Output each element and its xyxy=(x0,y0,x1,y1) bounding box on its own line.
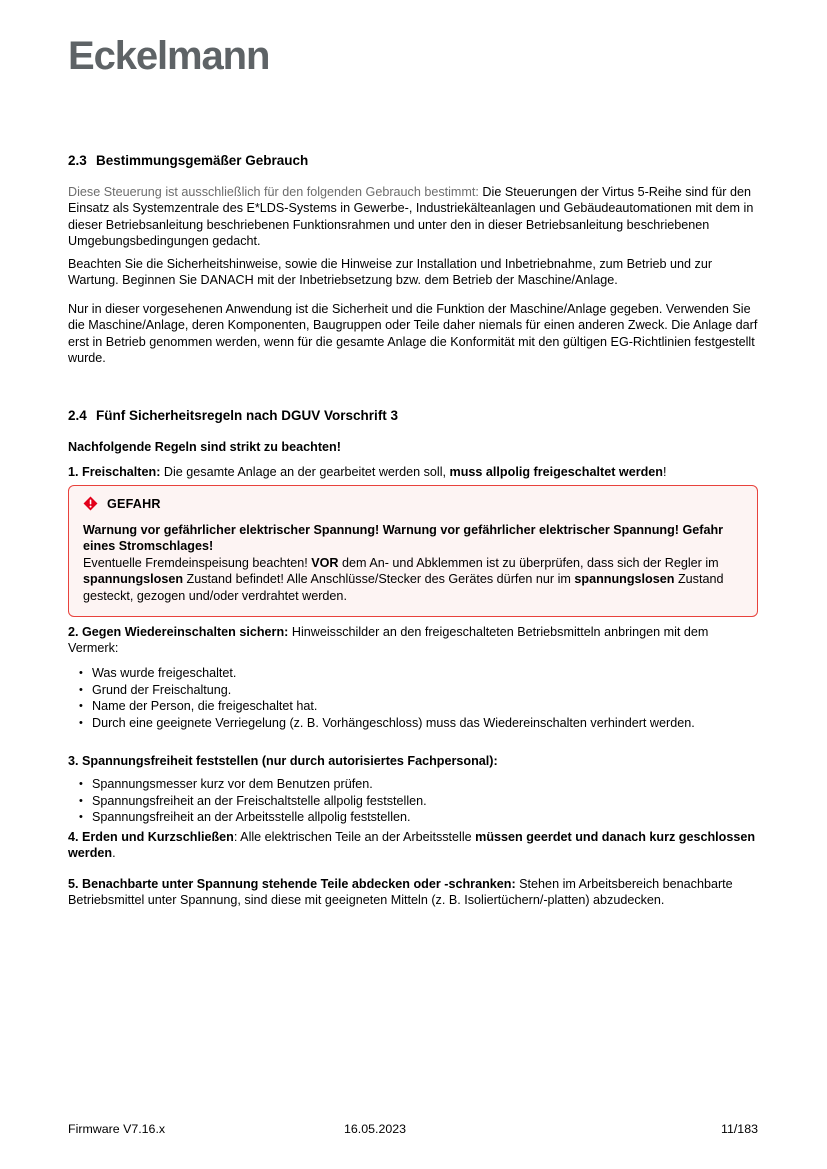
list-item-text: Was wurde freigeschaltet. xyxy=(92,666,237,680)
section-2-3-paragraph-3 xyxy=(68,301,758,367)
list-item-text: Spannungsfreiheit an der Arbeitsstelle allpolig feststellen. xyxy=(92,810,411,825)
paragraph-3-text: Nur in dieser vorgesehenen Anwendung ist die Sicherheit und die Funktion der Maschine/Anlage gegeben. Verwenden Sie die Maschine/Anlage, deren Komponenten, Baugruppen oder Teile daher niemals für einen anderen Zweck. Die Anlage darf erst in Betrieb genommen werden, wenn für die gesamte Anlage die Konformität mit den gültigen EG-Richtlinien festgestellt wurde. xyxy=(68,302,758,366)
rule-2-text: Hinweisschilder an den freigeschalteten Betriebsmitteln anbringen mit dem Vermerk: xyxy=(68,625,709,656)
danger-diamond-icon xyxy=(83,496,98,511)
rule-1-bold: muss allpolig freigeschaltet werden xyxy=(449,465,663,479)
list-item-text: Grund der Freischaltung. xyxy=(92,682,232,697)
footer-firmware: Firmware V7.16.x xyxy=(68,1122,166,1136)
bullet-dot-icon: • xyxy=(79,778,83,790)
danger-detail-2: dem An- und Abklemmen ist zu überprüfen, dass sich der Regler im xyxy=(338,555,719,570)
bullet-dot-icon: • xyxy=(79,700,83,713)
list-item-text: Spannungsfreiheit an der Freischaltstelle allpolig feststellen. xyxy=(92,793,427,808)
list-item xyxy=(68,665,758,682)
rule-3-lead: 3. Spannungsfreiheit feststellen (nur durch autorisiertes Fachpersonal): xyxy=(68,754,498,768)
section-2-4-heading xyxy=(68,407,758,425)
rule-4-lead: 4. Erden und Kurzschließen xyxy=(68,830,234,844)
rule-1-end: ! xyxy=(663,465,667,479)
danger-title: GEFAHR xyxy=(107,496,161,511)
rule-4 xyxy=(68,829,758,862)
rule-1 xyxy=(68,464,758,480)
rule-2-lead: 2. Gegen Wiedereinschalten sichern: xyxy=(68,625,289,639)
bullet-dot-icon: • xyxy=(79,794,83,807)
paragraph-1-gray-part: Diese Steuerung ist ausschließlich für den folgenden Gebrauch bestimmt: xyxy=(68,185,479,199)
section-2-3-title: Bestimmungsgemäßer Gebrauch xyxy=(96,153,309,168)
danger-body xyxy=(83,522,743,604)
eckelmann-logo: Eckelmann xyxy=(68,34,270,78)
bullet-dot-icon: • xyxy=(79,811,83,824)
rule-2 xyxy=(68,624,758,657)
list-item xyxy=(68,682,758,699)
danger-emphasis-spannungslosen-1: spannungslosen xyxy=(83,572,184,587)
list-item xyxy=(68,793,758,810)
rule-4-end: . xyxy=(112,846,116,861)
rule-4-mid: Alle elektrischen Teile an der Arbeitsstelle xyxy=(237,830,476,844)
danger-bold-warning: Warnung vor gefährlicher elektrischer Spannung! Warnung vor gefährlicher elektrischer Spannung! Gefahr eines Stromschlages! xyxy=(83,523,724,554)
section-2-3 xyxy=(68,152,758,170)
rule-5-lead: 5. Benachbarte unter Spannung stehende Teile abdecken oder -schranken: xyxy=(68,877,516,891)
rule-5 xyxy=(68,876,758,909)
bullet-dot-icon: • xyxy=(79,683,83,696)
danger-detail-text xyxy=(83,555,743,604)
list-item xyxy=(68,698,758,715)
rule-4-bold: müssen geerdet und danach kurz geschlossen werden xyxy=(68,830,756,861)
list-item-text: Durch eine geeignete Verriegelung (z. B. Vorhängeschloss) muss das Wiedereinschalten verhindert werden. xyxy=(92,715,695,730)
footer-page-number: 11/183 xyxy=(721,1122,758,1136)
danger-callout-box xyxy=(68,485,758,617)
danger-detail-4: Zustand gesteckt, gezogen und/oder verdrahtet werden. xyxy=(83,572,724,603)
paragraph-2-text: Beachten Sie die Sicherheitshinweise, sowie die Hinweise zur Installation und Inbetriebnahme, zum Betrieb und zur Wartung. Beginnen Sie DANACH mit der Inbetriebsetzung bzw. dem Betrieb der Maschine/Anlage. xyxy=(68,257,713,288)
danger-detail-3: Zustand befindet! Alle Anschlüsse/Stecker des Gerätes dürfen nur im xyxy=(183,572,575,587)
section-2-3-paragraph-2 xyxy=(68,256,758,289)
rule-1-mid: Die gesamte Anlage an der gearbeitet werden soll, xyxy=(160,465,450,479)
rule-3-bullet-list xyxy=(68,776,758,826)
danger-detail-1: Eventuelle Fremdeinspeisung beachten! xyxy=(83,555,312,570)
list-item xyxy=(68,809,758,826)
paragraph-1-black-part: Die Steuerungen der Virtus 5-Reihe sind für den Einsatz als Systemzentrale des E*LDS-Systems in Gewerbe-, Industriekälteanlagen und Gebäudeautomationen mit dem in dieser Betriebsanleitung beschriebenen Funktionsrahmen und unter den in dieser Betriebsanleitung beschriebenen Umgebungsbedingungen gedacht. xyxy=(68,185,754,249)
list-item xyxy=(68,715,758,732)
section-2-3-number: 2.3 xyxy=(68,153,87,168)
section-2-4-intro xyxy=(68,439,758,455)
rule-3 xyxy=(68,753,758,769)
section-2-3-paragraph-1 xyxy=(68,184,758,250)
bullet-dot-icon: • xyxy=(79,667,83,679)
section-2-4-title: Fünf Sicherheitsregeln nach DGUV Vorschrift 3 xyxy=(96,408,399,423)
danger-emphasis-vor: VOR xyxy=(311,555,339,570)
rule-4-colon: : xyxy=(233,830,238,844)
page-footer xyxy=(68,1122,758,1136)
section-2-3-heading xyxy=(68,152,758,170)
rule-2-bullet-list xyxy=(68,665,758,731)
footer-date: 16.05.2023 xyxy=(344,1122,407,1136)
danger-emphasis-spannungslosen-2: spannungslosen xyxy=(574,572,675,587)
section-2-4 xyxy=(68,407,758,425)
list-item xyxy=(68,776,758,793)
rules-intro-text: Nachfolgende Regeln sind strikt zu beachten! xyxy=(68,440,341,454)
list-item-text: Name der Person, die freigeschaltet hat. xyxy=(92,699,318,714)
danger-header xyxy=(83,496,743,511)
list-item-text: Spannungsmesser kurz vor dem Benutzen prüfen. xyxy=(92,777,373,791)
rule-5-text: Stehen im Arbeitsbereich benachbarte Betriebsmittel unter Spannung, sind diese mit geeigneten Mitteln (z. B. Isoliertüchern/-platten) abzudecken. xyxy=(68,877,733,908)
section-2-4-number: 2.4 xyxy=(68,408,87,423)
bullet-dot-icon: • xyxy=(79,716,83,729)
rule-1-lead: 1. Freischalten: xyxy=(68,465,161,479)
